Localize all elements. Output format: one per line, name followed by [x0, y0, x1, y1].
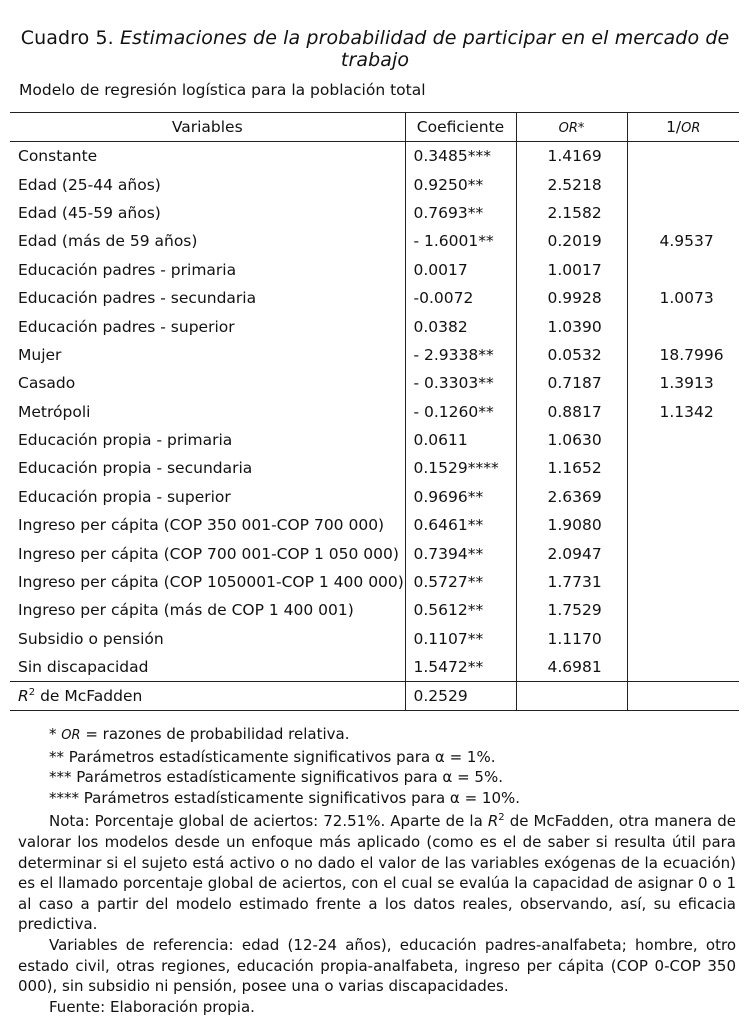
cell-or: 0.9928: [516, 284, 627, 312]
cell-inverse-or: 1.0073: [627, 284, 739, 312]
cell-variable: Subsidio o pensión: [18, 629, 164, 648]
cell-or: 1.0390: [516, 312, 627, 340]
cell-or: 1.0630: [516, 426, 627, 454]
r2-label: $R^2$ de McFadden: [10, 682, 405, 711]
r2-row: [10, 682, 739, 711]
regression-table: [10, 112, 739, 711]
table-subtitle: Modelo de regresión logística para la población total: [19, 81, 426, 99]
table-row: [10, 596, 739, 624]
cell-variable: Edad (más de 59 años): [18, 232, 198, 251]
cell-inverse-or: [627, 199, 739, 227]
cell-inverse-or: [627, 454, 739, 482]
cell-variable: Ingreso per cápita (más de COP 1 400 001): [18, 601, 354, 620]
cell-inverse-or: [627, 596, 739, 624]
header-inverse-or: 1/OR: [627, 113, 739, 142]
cell-variable: Mujer: [18, 345, 62, 364]
table-row: [10, 170, 739, 198]
cell-coeficiente: 0.5612**: [405, 596, 516, 624]
cell-inverse-or: [627, 511, 739, 539]
cell-inverse-or: [627, 483, 739, 511]
cell-coeficiente: 0.9696**: [405, 483, 516, 511]
cell-or: 0.0532: [516, 341, 627, 369]
table-row: [10, 568, 739, 596]
cell-variable: Edad (25-44 años): [18, 175, 161, 194]
cell-variable: Educación padres - primaria: [18, 260, 237, 279]
cell-or: 1.9080: [516, 511, 627, 539]
table-row: [10, 511, 739, 539]
cell-or: 2.6369: [516, 483, 627, 511]
table-row: [10, 256, 739, 284]
cell-inverse-or: [627, 426, 739, 454]
cell-or: 0.8817: [516, 398, 627, 426]
cell-variable: Educación padres - superior: [18, 317, 235, 336]
cell-or: 1.4169: [516, 142, 627, 171]
table-row: [10, 227, 739, 255]
note-referencia: Variables de referencia: edad (12-24 años), educación padres-analfabeta; hombre, otro estado civil, otras regiones, educación propia-analfabeta, ingreso per cápita (COP 0-COP 350 000), sin subsidio ni pensión, posee una o varias discapacidades.: [18, 935, 736, 996]
cell-inverse-or: [627, 256, 739, 284]
cell-coeficiente: 0.7394**: [405, 539, 516, 567]
header-variables: Variables: [10, 113, 405, 142]
r2-value: 0.2529: [405, 682, 516, 711]
cell-or: 2.5218: [516, 170, 627, 198]
cell-or: 1.7731: [516, 568, 627, 596]
cell-coeficiente: 0.5727**: [405, 568, 516, 596]
cell-coeficiente: 0.0017: [405, 256, 516, 284]
cell-or: 1.7529: [516, 596, 627, 624]
cell-variable: Educación propia - superior: [18, 487, 231, 506]
header-or: OR*: [516, 113, 627, 142]
cell-or: 2.1582: [516, 199, 627, 227]
table-notes: [18, 724, 736, 1017]
cell-or: 1.1652: [516, 454, 627, 482]
table-row: [10, 199, 739, 227]
cell-inverse-or: [627, 653, 739, 682]
cell-inverse-or: [627, 625, 739, 653]
cell-or: 0.7187: [516, 369, 627, 397]
table-number: Cuadro 5.: [20, 27, 114, 49]
cell-coeficiente: - 0.3303**: [405, 369, 516, 397]
note-or: * OR = razones de probabilidad relativa.: [49, 725, 350, 743]
header-row: [10, 113, 739, 142]
cell-inverse-or: [627, 170, 739, 198]
cell-variable: Ingreso per cápita (COP 1050001-COP 1 400 000): [18, 573, 404, 592]
cell-coeficiente: 0.0611: [405, 426, 516, 454]
cell-coeficiente: 0.7693**: [405, 199, 516, 227]
cell-coeficiente: 0.1107**: [405, 625, 516, 653]
cell-coeficiente: 0.3485***: [405, 142, 516, 171]
cell-inverse-or: 1.3913: [627, 369, 739, 397]
cell-inverse-or: [627, 568, 739, 596]
cell-coeficiente: 0.6461**: [405, 511, 516, 539]
table-row: [10, 142, 739, 171]
cell-variable: Educación propia - primaria: [18, 431, 233, 450]
cell-inverse-or: [627, 142, 739, 171]
note-nota: Nota: Porcentaje global de aciertos: 72.51%. Aparte de la $R^2$ de McFadden, otra manera de valorar los modelos desde un enfoque más aplicado (como es el de saber si resulta útil para determinar si el sujeto está activo o no dado el valor de las variables exógenas de la ecuación) es el llamado porcentaje global de aciertos, con el cual se evalúa la capacidad de asignar 0 o 1 al caso a partir del modelo estimado frente a los datos reales, observando, así, su eficacia predictiva.: [18, 812, 736, 934]
table-row: [10, 341, 739, 369]
table-row: [10, 312, 739, 340]
table-row: [10, 426, 739, 454]
table-title: [0, 27, 750, 71]
note-significance-1: ** Parámetros estadísticamente significativos para α = 1%.: [49, 747, 496, 766]
cell-inverse-or: [627, 539, 739, 567]
cell-coeficiente: -0.0072: [405, 284, 516, 312]
cell-coeficiente: 0.1529****: [405, 454, 516, 482]
cell-variable: Constante: [18, 147, 98, 166]
cell-variable: Educación propia - secundaria: [18, 459, 253, 478]
table-row: [10, 653, 739, 682]
cell-inverse-or: [627, 312, 739, 340]
table-row: [10, 284, 739, 312]
table-caption: Estimaciones de la probabilidad de participar en el mercado de trabajo: [119, 27, 730, 71]
table-row: [10, 483, 739, 511]
cell-variable: Sin discapacidad: [18, 658, 149, 677]
cell-variable: Edad (45-59 años): [18, 203, 161, 222]
cell-or: 1.1170: [516, 625, 627, 653]
note-significance-5: *** Parámetros estadísticamente significativos para α = 5%.: [49, 768, 503, 787]
r2-empty-or: [516, 682, 627, 711]
cell-variable: Casado: [18, 374, 76, 393]
cell-variable: Ingreso per cápita (COP 350 001-COP 700 000): [18, 516, 385, 535]
cell-inverse-or: 4.9537: [627, 227, 739, 255]
cell-coeficiente: - 0.1260**: [405, 398, 516, 426]
cell-or: 0.2019: [516, 227, 627, 255]
cell-variable: Ingreso per cápita (COP 700 001-COP 1 050 000): [18, 544, 399, 563]
table-row: [10, 369, 739, 397]
cell-or: 2.0947: [516, 539, 627, 567]
table-row: [10, 398, 739, 426]
table-row: [10, 625, 739, 653]
cell-inverse-or: 18.7996: [627, 341, 739, 369]
note-significance-10: **** Parámetros estadísticamente significativos para α = 10%.: [49, 788, 521, 807]
cell-or: 1.0017: [516, 256, 627, 284]
cell-coeficiente: 0.9250**: [405, 170, 516, 198]
header-coeficiente: Coeficiente: [405, 113, 516, 142]
cell-coeficiente: 1.5472**: [405, 653, 516, 682]
cell-coeficiente: - 2.9338**: [405, 341, 516, 369]
r2-empty-inv: [627, 682, 739, 711]
table-row: [10, 539, 739, 567]
cell-inverse-or: 1.1342: [627, 398, 739, 426]
cell-variable: Metrópoli: [18, 402, 91, 421]
cell-variable: Educación padres - secundaria: [18, 289, 257, 308]
note-fuente: Fuente: Elaboración propia.: [49, 997, 255, 1016]
cell-or: 4.6981: [516, 653, 627, 682]
table-row: [10, 454, 739, 482]
cell-coeficiente: - 1.6001**: [405, 227, 516, 255]
cell-coeficiente: 0.0382: [405, 312, 516, 340]
